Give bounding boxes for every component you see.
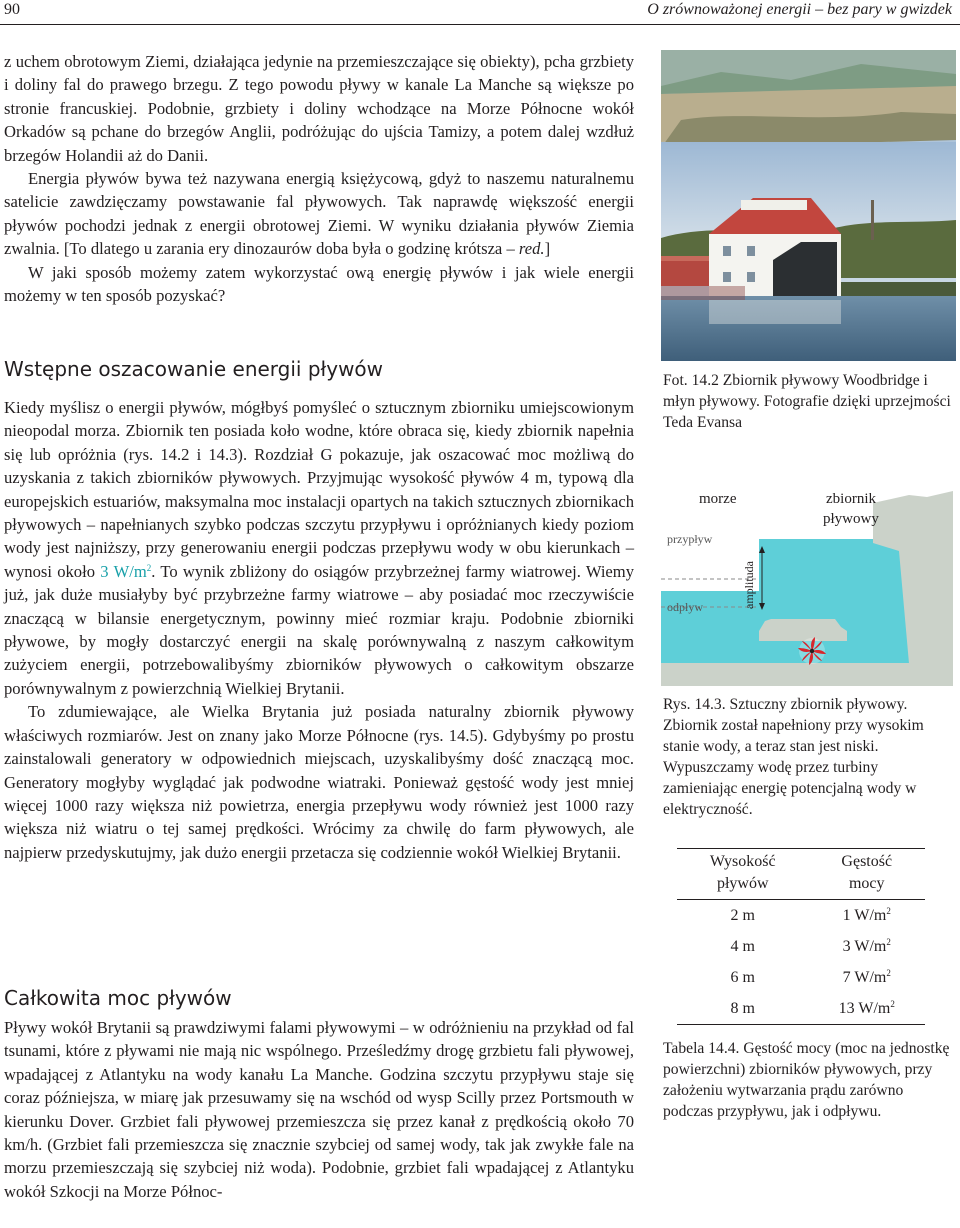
power-density-cell-value: 13 W/m: [838, 999, 891, 1017]
table-row: [677, 900, 925, 932]
section1-body: [4, 396, 634, 864]
column-header-tide-height-line-1: Wysokość: [709, 853, 776, 870]
tidal-basin-diagram: [661, 481, 953, 686]
diagram-caption: [663, 694, 955, 820]
intro-block: [4, 50, 634, 307]
header-rule: [0, 24, 960, 25]
table-caption-text: Tabela 14.4. Gęstość mocy (moc na jednostkę powierzchni) zbiorników pływowych, przy założeniu wytwarzania prądu zarówno podczas przypływu, jak i odpływu.: [663, 1040, 950, 1120]
power-density-cell-value: 3 W/m: [842, 937, 887, 955]
power-density-cell-exponent: 2: [886, 967, 891, 978]
photo-caption: [663, 370, 955, 433]
label-ebb-tide: odpływ: [667, 600, 703, 614]
label-basin-line-1: zbiornik: [826, 491, 876, 507]
power-density-cell-exponent: 2: [886, 905, 891, 916]
section2-body: [4, 1016, 634, 1203]
label-flood-tide: przypływ: [667, 532, 713, 546]
section-heading-initial-estimate: Wstępne oszacowanie energii pływów: [4, 357, 384, 381]
power-density-cell-value: 7 W/m: [842, 968, 887, 986]
tide-height-cell: 8 m: [677, 993, 809, 1025]
table-header-row: [677, 849, 925, 900]
label-amplitude: amplituda: [742, 561, 756, 609]
intro-paragraph-1: z uchem obrotowym Ziemi, działająca jedynie na przemieszczające się obiekty), pcha grzbiety i doliny fal do prawego brzegu. Z tego powodu pływy w kanale La Manche są większe po stronie francuskiej. Podobnie, grzbiety i doliny wchodzące na Morze Północne wokół Orkadów są pchane do brzegów Anglii, podróżując do ujścia Tamizy, a potem dalej wzdłuż brzegów Holandii aż do Danii.: [4, 52, 634, 165]
section1-paragraph-1-a: Kiedy myślisz o energii pływów, mógłbyś pomyśleć o sztucznym zbiorniku umiejscowionym nieopodal morza. Zbiornik ten posiada koło wodne, które obraca się, kiedy zbiornik napełnia się lub opróżnia (rys. 14.2 i 14.3). Rozdział G pokazuje, jak oszacować moc możliwą do uzyskania z takich zbiorników pływowych. Przyjmując wysokość pływów 4 m, typową dla europejskich estuariów, maksymalna moc instalacji opartych na takich sztucznych zbiornikach pływowych – napełnianych szybko podczas szczytu przypływu i opróżnianych kiedy poziom wody jest najniższy, przy generowaniu energii podczas przepływu wody w obu kierunkach – wynosi około: [4, 398, 634, 581]
intro-paragraph-3: W jaki sposób możemy zatem wykorzystać ową energię pływów i jak wiele energii możemy w ten sposób pozyskać?: [4, 262, 634, 306]
power-density-cell: [809, 962, 926, 993]
power-density-cell: [809, 993, 926, 1025]
tide-height-cell: 6 m: [730, 968, 755, 986]
power-density-cell-exponent: 2: [890, 998, 895, 1009]
running-title: O zrównoważonej energii – bez pary w gwizdek: [647, 1, 952, 18]
column-header-power-density-line-2: mocy: [848, 875, 885, 892]
table-row: [677, 931, 925, 962]
table-row: [677, 962, 925, 993]
turbine-icon: [798, 637, 826, 665]
power-density-table: [677, 848, 925, 1025]
intro-paragraph-2-text: Energia pływów bywa też nazywana energią księżycową, gdyż to naszemu naturalnemu satelicie zawdzięczamy powstawanie fal pływowych. Tak naprawdę większość energii pływów pochodzi jednak z energii obrotowej Ziemi. W wyniku działania pływów Ziemia zwalnia. [To dlatego u zarania ery dinozaurów doba była o godzinę krótsza –: [4, 169, 634, 259]
power-density-cell: [809, 931, 926, 962]
power-density-exponent: 2: [146, 562, 152, 573]
tide-height-cell: 4 m: [730, 937, 755, 955]
power-density-number: 3 W/m: [100, 561, 147, 581]
section-heading-total-tidal-power: Całkowita moc pływów: [4, 986, 232, 1010]
column-header-tide-height: [677, 849, 809, 900]
editor-note: red.: [518, 239, 545, 259]
section1-paragraph-1-b: . To wynik zbliżony do osiągów przybrzeżnej farmy wiatrowej. Wiemy już, jak duże musiałyby być przybrzeżne farmy wiatrowe – aby posiadać moc rzeczywiście znaczącą w bilansie energetycznym, powinny mieć rozmiar kraju. Podobnie zbiorniki pływowe, by mogły dostarczyć energii na skalę porównywalną z naszym całkowitym zużyciem energii, potrzebowalibyśmy zbiorników pływowych o całkowitym obszarze porównywalnym z powierzchnią Wielkiej Brytanii.: [4, 561, 635, 698]
intro-paragraph-2: [4, 167, 634, 261]
table-caption: [663, 1038, 955, 1122]
table-row: [677, 993, 925, 1025]
section1-paragraph-1: [4, 396, 634, 700]
intro-paragraph-2-end: ]: [544, 239, 551, 259]
power-density-cell: [809, 900, 926, 932]
column-header-tide-height-line-2: pływów: [716, 875, 769, 892]
label-sea: morze: [699, 491, 737, 507]
tide-height-cell: 2 m: [730, 906, 755, 924]
page-number: 90: [4, 1, 20, 18]
section1-paragraph-2: To zdumiewające, ale Wielka Brytania już posiada naturalny zbiornik pływowy właściwych rozmiarów. Jest on znany jako Morze Północne (rys. 14.5). Gdybyśmy po prostu zainstalowali generatory w odpowiednich miejscach, uzyskalibyśmy dość znaczącą moc. Generatory mogłyby wyglądać jak podwodne wiatraki. Ponieważ gęstość wody jest mniej więcej 1000 razy większa niż powietrza, energia przepływu wody również jest 1000 razy większa niż wiatru o tej samej prędkości. Wrócimy za chwilę do farm pływowych, ale najpierw przedyskutujmy, jak dużo energii przetacza się codziennie wokół Wielkiej Brytanii.: [4, 702, 634, 862]
column-header-power-density-line-1: Gęstość: [841, 853, 893, 870]
power-density-cell-exponent: 2: [886, 936, 891, 947]
power-density-value: [100, 562, 151, 581]
power-density-cell-value: 1 W/m: [842, 906, 887, 924]
tide-mill-photo: [661, 50, 956, 361]
section2-paragraph-1: Pływy wokół Brytanii są prawdziwymi falami pływowymi – w odróżnieniu na przykład od fal tsunami, które z pływami nie mają nic wspólnego. Prześledźmy drogę grzbietu fali pływowej, wpadającej z Atlantyku na wody kanału La Manche. Godzina szczytu przypływu staje się coraz późniejsza, w miarę jak przesuwamy się na wschód od wysp Scilly przez Portsmouth w kierunku Dover. Grzbiet fali pływowej przemieszcza się przez kanał z prędkością około 70 km/h. (Grzbiet fali przemieszcza się znacznie szybciej od samej wody, tak jak zwykłe fale na morzu przemieszczają się szybciej niż woda). Podobnie, grzbiet fali wpadającej z Atlantyku wokół Szkocji na Morze Północ-: [4, 1018, 634, 1201]
photo-caption-text: Fot. 14.2 Zbiornik pływowy Woodbridge i młyn pływowy. Fotografie dzięki uprzejmości Teda Evansa: [663, 372, 951, 431]
column-header-power-density: [809, 849, 926, 900]
label-basin-line-2: pływowy: [823, 511, 879, 527]
diagram-caption-text: Rys. 14.3. Sztuczny zbiornik pływowy. Zbiornik został napełniony przy wysokim stanie wody, a teraz stan jest niski. Wypuszczamy wodę przez turbiny zamieniając energię potencjalną wody w elektryczność.: [663, 696, 924, 818]
power-density-table-wrap: [677, 848, 925, 1025]
